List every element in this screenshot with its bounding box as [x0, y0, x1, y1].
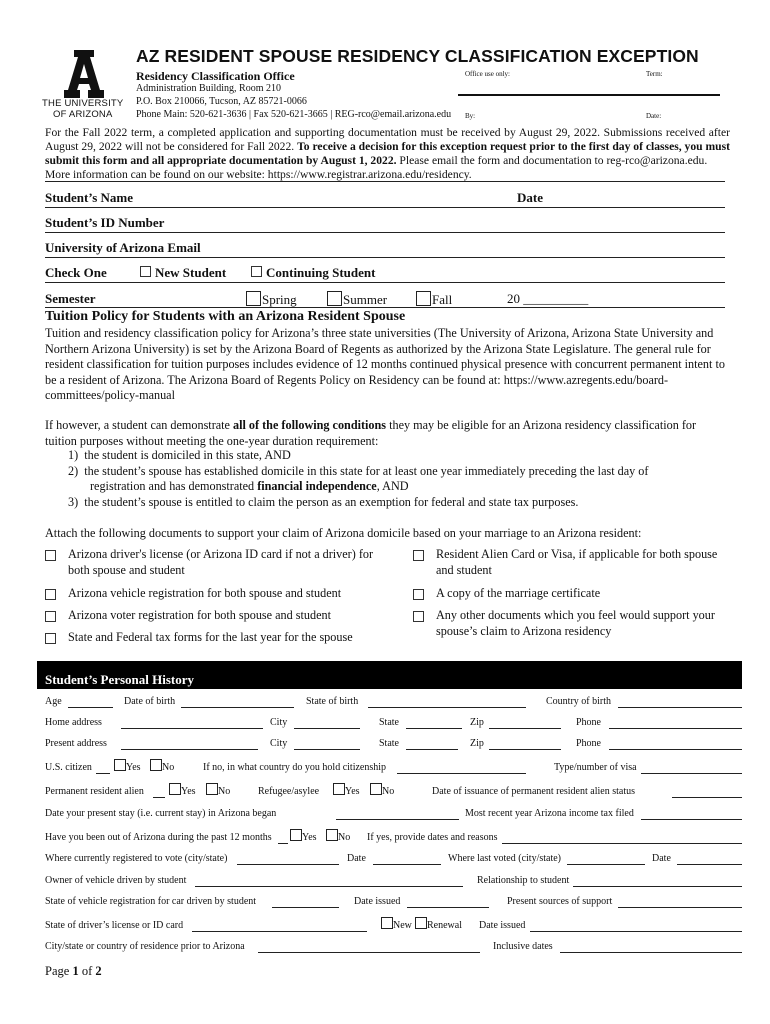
doc-left-2[interactable]	[45, 586, 395, 602]
checkbox-icon[interactable]	[251, 266, 262, 277]
page-number: 1	[72, 964, 79, 978]
office-contact: Phone Main: 520-621-3636 | Fax 520-621-3665 | REG-rco@email.arizona.edu	[136, 109, 452, 120]
license-new[interactable]	[381, 917, 412, 931]
present-city-field[interactable]	[294, 749, 360, 750]
owner-vehicle-field[interactable]	[195, 886, 463, 887]
registered-vote-label: Where currently registered to vote (city/state)	[45, 853, 228, 864]
continuing-student-label: Continuing Student	[266, 265, 376, 280]
us-citizen-field[interactable]	[96, 773, 110, 774]
checkbox-icon[interactable]	[413, 589, 424, 600]
conditions-bold: all of the following conditions	[233, 418, 387, 432]
vehicle-reg-label: State of vehicle registration for car driven by student	[45, 896, 257, 907]
perm-alien-field[interactable]	[153, 797, 165, 798]
condition-2b-bold: financial independence	[257, 479, 377, 493]
intro-underline	[45, 181, 725, 182]
refugee-label: Refugee/asylee	[258, 786, 320, 797]
condition-1	[68, 448, 291, 464]
email-label: University of Arizona Email	[45, 240, 201, 255]
checkbox-icon[interactable]	[333, 783, 345, 795]
semester-label: Semester	[45, 291, 96, 306]
home-phone-label: Phone	[576, 717, 601, 728]
intro-more: More information can be found on our website: https://www.registrar.arizona.edu/residency.	[45, 168, 472, 181]
if-yes-field[interactable]	[502, 843, 742, 844]
continuing-student-option[interactable]	[251, 265, 375, 281]
tax-filed-field[interactable]	[641, 819, 742, 820]
date-issuance-label: Date of issuance of permanent resident alien status	[432, 786, 635, 797]
home-zip-field[interactable]	[489, 728, 561, 729]
checkbox-icon[interactable]	[370, 783, 382, 795]
intro-end: Please email the form and documentation to reg-rco@arizona.edu.	[399, 154, 708, 167]
condition-1-num: 1)	[68, 448, 85, 462]
state-of-birth-field[interactable]	[368, 707, 526, 708]
doc-right-3-label: Any other documents which you feel would support your spouse’s claim to Arizona residency	[436, 608, 715, 638]
semester-underline	[45, 307, 725, 308]
license-date-issued-field[interactable]	[530, 931, 742, 932]
us-citizen-no[interactable]	[150, 759, 174, 773]
office-address2: P.O. Box 210066, Tucson, AZ 85721-0066	[136, 96, 307, 107]
intro-text: For the Fall 2022 term, a completed application and supporting documentation must be received by August 29, 2022. Submissions received after August 29, 2022 will not be considered for Fall 2022.	[45, 126, 730, 153]
checkbox-icon[interactable]	[114, 759, 126, 771]
condition-2b-text: registration and has demonstrated	[90, 479, 255, 493]
doc-left-4-label: State and Federal tax forms for the last year for the spouse	[68, 630, 353, 644]
year-field[interactable]: 20 __________	[507, 291, 589, 306]
email-field[interactable]	[45, 257, 725, 258]
country-of-birth-label: Country of birth	[546, 696, 611, 707]
condition-3-text: the student’s spouse is entitled to claim the person as an exemption for federal and state tax purposes.	[84, 495, 579, 509]
student-name-label: Student’s Name	[45, 190, 133, 205]
condition-2-num: 2)	[68, 464, 85, 478]
vehicle-date-issued-label: Date issued	[354, 896, 401, 907]
home-state-field[interactable]	[406, 728, 462, 729]
perm-alien-label: Permanent resident alien	[45, 786, 144, 797]
no-label: No	[218, 786, 231, 797]
last-voted-date-field[interactable]	[677, 864, 742, 865]
student-id-field[interactable]	[45, 232, 725, 233]
present-address-label: Present address	[45, 738, 107, 749]
doc-right-1-label: Resident Alien Card or Visa, if applicable for both spouse and student	[436, 547, 718, 577]
doc-left-1-label: Arizona driver's license (or Arizona ID card if not a driver) for both spouse and student	[68, 547, 374, 577]
checkbox-icon[interactable]	[327, 291, 342, 306]
us-citizen-yes[interactable]	[114, 759, 141, 773]
support-label: Present sources of support	[507, 896, 613, 907]
page-title: AZ RESIDENT SPOUSE RESIDENCY CLASSIFICATION EXCEPTION	[136, 46, 699, 66]
license-label: State of driver’s license or ID card	[45, 920, 184, 931]
conditions-intro	[45, 418, 725, 449]
student-name-field[interactable]	[45, 207, 725, 208]
relationship-field[interactable]	[573, 886, 742, 887]
page-total: 2	[95, 964, 102, 978]
home-city-label: City	[270, 717, 288, 728]
if-no-label: If no, in what country do you hold citizenship	[203, 762, 387, 773]
doc-right-2[interactable]	[413, 586, 733, 602]
fall-option[interactable]	[416, 291, 452, 308]
block-a-icon	[54, 48, 114, 100]
yes-label: Yes	[302, 832, 317, 843]
page-label: Page	[45, 964, 70, 978]
checkbox-icon[interactable]	[45, 633, 56, 644]
office-use-divider	[458, 94, 720, 96]
doc-left-4[interactable]	[45, 630, 395, 646]
registered-vote-field[interactable]	[237, 864, 339, 865]
license-date-issued-label: Date issued	[479, 920, 526, 931]
student-id-label: Student’s ID Number	[45, 215, 165, 230]
yes-label: Yes	[181, 786, 196, 797]
doc-right-3[interactable]	[413, 608, 733, 639]
been-out-field[interactable]	[278, 843, 288, 844]
checkbox-icon[interactable]	[45, 611, 56, 622]
inclusive-dates-label: Inclusive dates	[493, 941, 553, 952]
yes-label: Yes	[126, 762, 141, 773]
doc-left-3-label: Arizona voter registration for both spouse and student	[68, 608, 331, 622]
present-city-label: City	[270, 738, 288, 749]
vehicle-date-issued-field[interactable]	[407, 907, 489, 908]
intro-paragraph	[45, 126, 730, 168]
state-of-birth-label: State of birth	[306, 696, 359, 707]
checkbox-icon[interactable]	[150, 759, 162, 771]
checkbox-icon[interactable]	[206, 783, 218, 795]
checkbox-icon[interactable]	[413, 611, 424, 622]
office-name: Residency Classification Office	[136, 69, 295, 83]
date-stay-field[interactable]	[336, 819, 459, 820]
type-visa-label: Type/number of visa	[554, 762, 637, 773]
condition-2	[68, 464, 648, 480]
history-heading: Student’s Personal History	[45, 672, 195, 687]
check-one-underline	[45, 282, 725, 283]
perm-alien-yes[interactable]	[169, 783, 196, 797]
present-state-label: State	[379, 738, 399, 749]
refugee-no[interactable]	[370, 783, 394, 797]
date-stay-label: Date your present stay (i.e. current stay) in Arizona began	[45, 808, 277, 819]
country-of-birth-field[interactable]	[618, 707, 742, 708]
checkbox-icon[interactable]	[413, 550, 424, 561]
logo-line1: THE UNIVERSITY	[42, 98, 124, 109]
refugee-yes[interactable]	[333, 783, 360, 797]
present-zip-field[interactable]	[489, 749, 561, 750]
checkbox-icon[interactable]	[416, 291, 431, 306]
license-field[interactable]	[192, 931, 367, 932]
license-renewal[interactable]	[415, 917, 462, 931]
intro-bold: To receive a decision for this exception request prior to the first day of classes, you must submit this form and all appropriate documentation by August 1, 2022.	[45, 140, 730, 167]
condition-2b-end: , AND	[376, 479, 409, 493]
home-address-field[interactable]	[121, 728, 263, 729]
new-student-label: New Student	[155, 265, 227, 280]
no-label: No	[382, 786, 395, 797]
checkbox-icon[interactable]	[45, 589, 56, 600]
inclusive-dates-field[interactable]	[560, 952, 742, 953]
last-voted-date-label: Date	[652, 853, 671, 864]
doc-left-2-label: Arizona vehicle registration for both spouse and student	[68, 586, 342, 600]
office-address1: Administration Building, Room 210	[136, 83, 282, 94]
dob-label: Date of birth	[124, 696, 176, 707]
office-use-date: Date:	[646, 112, 662, 120]
vote-date-label: Date	[347, 853, 366, 864]
page-of: of	[81, 964, 93, 978]
vote-date-field[interactable]	[373, 864, 441, 865]
office-use-box	[458, 66, 720, 122]
support-field[interactable]	[618, 907, 742, 908]
fall-label: Fall	[432, 292, 453, 307]
logo-line2: OF ARIZONA	[53, 109, 113, 120]
checkbox-icon[interactable]	[140, 266, 151, 277]
last-voted-label: Where last voted (city/state)	[448, 853, 562, 864]
citizenship-field[interactable]	[397, 773, 526, 774]
age-label: Age	[45, 696, 62, 707]
checkbox-icon[interactable]	[290, 829, 302, 841]
last-voted-field[interactable]	[567, 864, 645, 865]
checkbox-icon[interactable]	[381, 917, 393, 929]
tax-filed-label: Most recent year Arizona income tax filed	[465, 808, 634, 819]
home-city-field[interactable]	[294, 728, 360, 729]
us-citizen-label: U.S. citizen	[45, 762, 92, 773]
checkbox-icon[interactable]	[169, 783, 181, 795]
policy-heading: Tuition Policy for Students with an Arizona Resident Spouse	[45, 309, 406, 324]
home-state-label: State	[379, 717, 399, 728]
if-yes-label: If yes, provide dates and reasons	[367, 832, 498, 843]
new-student-option[interactable]	[140, 265, 226, 281]
condition-3	[68, 495, 578, 511]
office-use-term: Term:	[646, 70, 663, 78]
checkbox-icon[interactable]	[326, 829, 338, 841]
been-out-yes[interactable]	[290, 829, 317, 843]
present-zip-label: Zip	[470, 738, 484, 749]
present-phone-field[interactable]	[609, 749, 742, 750]
check-one-label: Check One	[45, 265, 107, 280]
doc-right-2-label: A copy of the marriage certificate	[436, 586, 601, 600]
checkbox-icon[interactable]	[246, 291, 261, 306]
renewal-label: Renewal	[427, 920, 462, 931]
present-state-field[interactable]	[406, 749, 458, 750]
office-use-label: Office use only:	[465, 70, 510, 78]
been-out-no[interactable]	[326, 829, 350, 843]
no-label: No	[338, 832, 351, 843]
policy-paragraph: Tuition and residency classification policy for Arizona’s three state universities (The University of Arizona, Arizona State University and Northern Arizona University) is set by the Arizona Board of Regents as authorized by the Arizona State Legislature. The general rule for resident classification for tuition purposes includes evidence of 12 months continued physical presence with concurrent permanent intent to be a resident of Arizona. The Arizona Board of Regents Policy on Residency can be found at: https://www.azregents.edu/board-committees/policy-manual	[45, 326, 725, 402]
vehicle-reg-field[interactable]	[272, 907, 339, 908]
home-phone-field[interactable]	[609, 728, 742, 729]
doc-left-3[interactable]	[45, 608, 395, 624]
university-logo	[40, 48, 125, 120]
doc-right-1[interactable]	[413, 547, 733, 578]
owner-vehicle-label: Owner of vehicle driven by student	[45, 875, 187, 886]
perm-alien-no[interactable]	[206, 783, 230, 797]
type-visa-field[interactable]	[641, 773, 742, 774]
condition-2-text: the student’s spouse has established domicile in this state for at least one year immediately preceding the last day of	[84, 464, 649, 478]
attach-intro: Attach the following documents to support your claim of Arizona domicile based on your marriage to an Arizona resident:	[45, 526, 642, 540]
new-label: New	[393, 920, 412, 931]
conditions-end: they may be eligible for an Arizona residency classification for tuition purposes without meeting the one-year duration requirement:	[45, 418, 697, 448]
date-label: Date	[517, 190, 543, 205]
home-address-label: Home address	[45, 717, 102, 728]
page-indicator	[45, 964, 102, 979]
condition-3-num: 3)	[68, 495, 85, 509]
age-field[interactable]	[68, 707, 113, 708]
been-out-label: Have you been out of Arizona during the past 12 months	[45, 832, 272, 843]
present-address-field[interactable]	[121, 749, 258, 750]
no-label: No	[162, 762, 175, 773]
condition-2-cont	[90, 479, 409, 495]
condition-1-text: the student is domiciled in this state, AND	[84, 448, 291, 462]
doc-left-1[interactable]	[45, 547, 395, 578]
residence-prior-field[interactable]	[258, 952, 480, 953]
home-zip-label: Zip	[470, 717, 484, 728]
relationship-label: Relationship to student	[477, 875, 570, 886]
office-use-by: By:	[465, 112, 476, 120]
residence-prior-label: City/state or country of residence prior to Arizona	[45, 941, 245, 952]
spring-option[interactable]	[246, 291, 297, 308]
spring-label: Spring	[262, 292, 297, 307]
checkbox-icon[interactable]	[415, 917, 427, 929]
yes-label: Yes	[345, 786, 360, 797]
dob-field[interactable]	[181, 707, 294, 708]
date-issuance-field[interactable]	[672, 797, 742, 798]
summer-option[interactable]	[327, 291, 387, 308]
conditions-text: If however, a student can demonstrate	[45, 418, 230, 432]
checkbox-icon[interactable]	[45, 550, 56, 561]
present-phone-label: Phone	[576, 738, 601, 749]
summer-label: Summer	[343, 292, 388, 307]
